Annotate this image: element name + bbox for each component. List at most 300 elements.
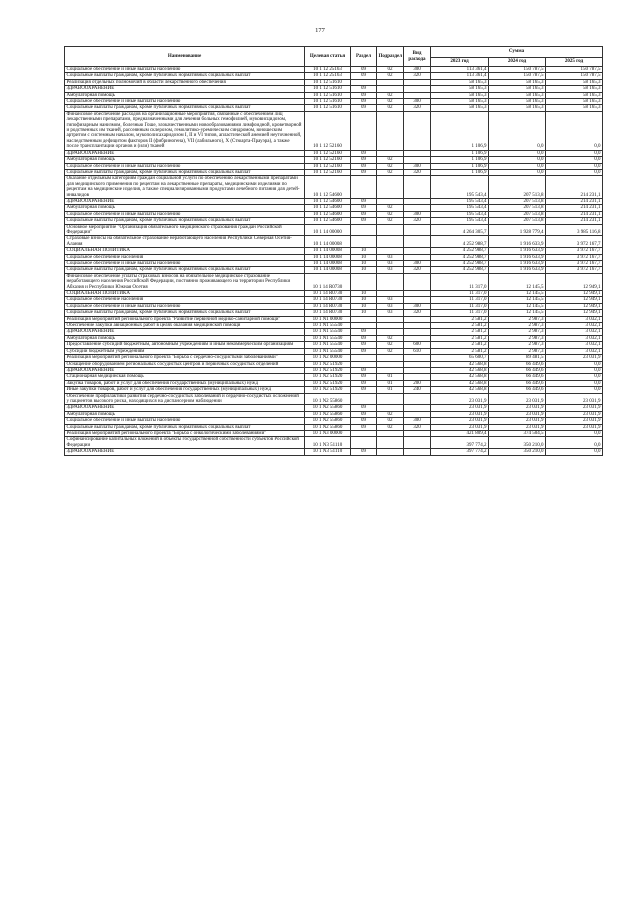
row-expense-type: 600: [404, 342, 431, 348]
row-expense-type: 300: [404, 303, 431, 309]
row-expense-type: 320: [404, 73, 431, 79]
row-value-2024: 207 513,8: [489, 218, 546, 224]
row-value-2025: 214 231,1: [546, 218, 603, 224]
row-value-2024: 23 031,9: [489, 418, 546, 424]
row-value-2024: 150 787,5: [489, 73, 546, 79]
row-section: 09: [351, 86, 377, 92]
row-article: 10 1 N2 55860: [305, 405, 351, 411]
row-expense-type: 320: [404, 218, 431, 224]
row-name: ЗДРАВООХРАНЕНИЕ: [65, 367, 305, 373]
row-value-2023: 4 252 988,7: [431, 261, 489, 267]
row-article: 10 1 N1 00000: [305, 316, 351, 322]
table-row: [65, 176, 603, 199]
row-article: 10 1 14 R0730: [305, 303, 351, 309]
table-body: [65, 67, 603, 456]
row-value-2025: 3 032,1: [546, 316, 603, 322]
row-name: Социальное обеспечение населения: [65, 254, 305, 260]
row-value-2023: 4 252 988,7: [431, 248, 489, 254]
row-value-2024: 12 145,5: [489, 303, 546, 309]
row-value-2024: 58 165,3: [489, 99, 546, 105]
row-expense-type: [404, 224, 431, 236]
row-value-2024: 0,0: [489, 163, 546, 169]
row-name: ЗДРАВООХРАНЕНИЕ: [65, 405, 305, 411]
row-article: 10 1 14 00008: [305, 254, 351, 260]
row-name: СОЦИАЛЬНАЯ ПОЛИТИКА: [65, 248, 305, 254]
row-value-2024: 89 481,5: [489, 355, 546, 361]
row-article: 10 1 N2 55860: [305, 393, 351, 405]
row-value-2023: 4 252 988,7: [431, 267, 489, 273]
row-article: 10 1 12 51610: [305, 105, 351, 111]
row-value-2023: 23 031,9: [431, 411, 489, 417]
row-name: Обеспечение закупки авиационных работ в целях оказания медицинской помощи: [65, 323, 305, 329]
row-value-2023: 195 543,4: [431, 218, 489, 224]
table-header: [65, 47, 603, 67]
row-section: 10: [351, 248, 377, 254]
row-section: 09: [351, 105, 377, 111]
row-value-2025: 0,0: [546, 150, 603, 156]
row-subsection: 02: [377, 92, 404, 98]
row-subsection: 02: [377, 73, 404, 79]
row-section: 09: [351, 449, 377, 455]
row-value-2025: 58 165,3: [546, 105, 603, 111]
header-sum: Сумма: [431, 47, 603, 58]
row-expense-type: [404, 449, 431, 455]
row-subsection: 02: [377, 205, 404, 211]
row-name: Социальные выплаты гражданам, кроме публичных нормативных социальных выплат: [65, 424, 305, 430]
row-value-2023: 2 581,2: [431, 335, 489, 341]
row-name: Финансовое обеспечение уплаты страховых взносов на обязательное медицинское страхование неработающего населения Российской Федерации, постоянно проживающего на территории Республики Абхазия и Республики Южная Осетия: [65, 273, 305, 290]
header-year-2023: 2023 год: [431, 58, 489, 67]
row-article: 10 1 12 25163: [305, 67, 351, 73]
table-row: [65, 437, 603, 449]
page-number: 177: [315, 27, 325, 34]
row-section: 09: [351, 67, 377, 73]
row-section: 10: [351, 254, 377, 260]
row-section: 09: [351, 73, 377, 79]
row-value-2025: 12 949,1: [546, 291, 603, 297]
row-name: ЗДРАВООХРАНЕНИЕ: [65, 449, 305, 455]
row-expense-type: 320: [404, 169, 431, 175]
row-section: 09: [351, 99, 377, 105]
row-subsection: [377, 449, 404, 455]
row-subsection: [377, 273, 404, 290]
row-subsection: 02: [377, 163, 404, 169]
row-value-2023: 195 543,4: [431, 211, 489, 217]
row-article: 10 1 12 54600: [305, 218, 351, 224]
row-value-2023: 11 317,0: [431, 297, 489, 303]
row-value-2025: 23 031,9: [546, 424, 603, 430]
row-subsection: 02: [377, 418, 404, 424]
row-name: Софинансирование капитальных вложений в объекты государственной собственности субъектов Российской Федерации: [65, 437, 305, 449]
row-expense-type: 240: [404, 387, 431, 393]
row-value-2023: 58 165,3: [431, 86, 489, 92]
budget-table: [64, 46, 603, 456]
row-name: Социальное обеспечение и иные выплаты населению: [65, 163, 305, 169]
row-value-2023: 4 252 988,7: [431, 254, 489, 260]
row-subsection: 02: [377, 218, 404, 224]
row-name: Оказание отдельным категориям граждан социальной услуги по обеспечению лекарственными препаратами для медицинского применения по рецептам на лекарственные препараты, медицинскими изделиями по рецептам на медицинские изделия, а также специализированными продуктами лечебного питания для детей-инвалидов: [65, 176, 305, 199]
row-value-2024: 23 031,9: [489, 393, 546, 405]
row-name: Реализация мероприятий регионального проекта "Развитие первичной медико-санитарной помощи": [65, 316, 305, 322]
row-name: Амбулаторная помощь: [65, 335, 305, 341]
row-subsection: [377, 224, 404, 236]
row-subsection: 03: [377, 297, 404, 303]
row-value-2025: 0,0: [546, 380, 603, 386]
row-value-2025: 58 165,3: [546, 79, 603, 85]
row-value-2024: 374 504,5: [489, 430, 546, 436]
row-subsection: [377, 236, 404, 248]
row-name: ЗДРАВООХРАНЕНИЕ: [65, 150, 305, 156]
row-value-2025: 3 032,1: [546, 342, 603, 348]
row-article: 10 1 N2 00000: [305, 355, 351, 361]
row-value-2025: 3 972 167,7: [546, 261, 603, 267]
row-value-2025: 150 787,5: [546, 73, 603, 79]
row-value-2025: 23 031,9: [546, 405, 603, 411]
row-value-2024: 1 916 633,9: [489, 261, 546, 267]
row-value-2025: 0,0: [546, 374, 603, 380]
row-subsection: [377, 176, 404, 199]
header-subsection: Подраздел: [377, 47, 404, 67]
row-article: 10 1 N2 55860: [305, 424, 351, 430]
row-name: Социальные выплаты гражданам, кроме публичных нормативных социальных выплат: [65, 218, 305, 224]
row-article: 10 1 14 00008: [305, 261, 351, 267]
row-value-2023: 397 774,2: [431, 437, 489, 449]
row-article: 10 1 N2 51920: [305, 380, 351, 386]
row-value-2025: 3 972 167,7: [546, 236, 603, 248]
table-row: [65, 236, 603, 248]
row-section: 09: [351, 342, 377, 348]
row-name: Финансовое обеспечение расходов на организационные мероприятия, связанные с обеспечением лиц лекарственными препаратами, предназначенными для лечения больных гемофилией, муковисцидозом, гипофизарным нанизмом, болезнью Гоше, злокачественными новообразованиями лимфоидной, кроветворной и родственных им тканей, рассеянным склерозом, гемолитико-уремическим синдромом, юношеским артритом с системным началом, мукополисахаридозом I, II и VI типов, апластической анемией неуточненной, наследственным дефицитом факторов II (фибриногена), VII (лабильного), X (Стюарта-Прауэра), а также после трансплантации органов и (или) тканей: [65, 111, 305, 150]
row-article: 10 1 12 52160: [305, 157, 351, 163]
row-value-2024: 12 145,5: [489, 297, 546, 303]
row-value-2025: 23 031,9: [546, 411, 603, 417]
row-section: [351, 176, 377, 199]
row-value-2024: 66 449,6: [489, 361, 546, 367]
row-value-2024: 207 513,8: [489, 176, 546, 199]
row-value-2024: 207 513,8: [489, 211, 546, 217]
row-value-2024: 1 916 633,9: [489, 248, 546, 254]
row-name: Предоставление субсидий бюджетным, автономным учреждениям и иным некоммерческим организациям: [65, 342, 305, 348]
row-value-2025: 0,0: [546, 157, 603, 163]
row-expense-type: 320: [404, 267, 431, 273]
row-article: 10 1 12 52160: [305, 169, 351, 175]
row-value-2023: 1 106,9: [431, 150, 489, 156]
row-article: 10 1 14 R0730: [305, 297, 351, 303]
header-year-2025: 2025 год: [546, 58, 603, 67]
row-section: 10: [351, 310, 377, 316]
row-article: 10 1 12 51610: [305, 79, 351, 85]
row-expense-type: 320: [404, 105, 431, 111]
row-section: 09: [351, 424, 377, 430]
row-article: 10 1 12 25163: [305, 73, 351, 79]
row-section: 10: [351, 297, 377, 303]
row-value-2025: 214 231,1: [546, 198, 603, 204]
row-value-2024: 66 449,6: [489, 387, 546, 393]
row-subsection: 02: [377, 335, 404, 341]
row-name: Социальное обеспечение и иные выплаты населению: [65, 211, 305, 217]
row-subsection: [377, 111, 404, 150]
row-name: Социальное обеспечение и иные выплаты населению: [65, 261, 305, 267]
row-name: Социальные выплаты гражданам, кроме публичных нормативных социальных выплат: [65, 267, 305, 273]
row-value-2024: 350 210,0: [489, 449, 546, 455]
row-name: ЗДРАВООХРАНЕНИЕ: [65, 86, 305, 92]
row-subsection: 02: [377, 348, 404, 354]
row-value-2024: 58 165,3: [489, 79, 546, 85]
row-value-2024: 2 987,3: [489, 342, 546, 348]
row-value-2024: 58 165,3: [489, 86, 546, 92]
row-section: 10: [351, 291, 377, 297]
row-value-2025: 0,0: [546, 437, 603, 449]
row-section: 09: [351, 169, 377, 175]
row-article: 10 1 12 52160: [305, 163, 351, 169]
row-name: Социальное обеспечение и иные выплаты населению: [65, 67, 305, 73]
row-article: 10 1 N2 55860: [305, 411, 351, 417]
row-article: 10 1 12 54600: [305, 176, 351, 199]
row-value-2025: 0,0: [546, 111, 603, 150]
row-name: Амбулаторная помощь: [65, 157, 305, 163]
row-article: 10 1 14 00008: [305, 236, 351, 248]
row-article: 10 1 12 54600: [305, 205, 351, 211]
row-value-2023: 2 581,2: [431, 316, 489, 322]
row-value-2025: 0,0: [546, 169, 603, 175]
row-section: 09: [351, 150, 377, 156]
row-section: 09: [351, 218, 377, 224]
row-value-2024: 12 145,5: [489, 273, 546, 290]
row-value-2024: 12 145,5: [489, 291, 546, 297]
row-value-2023: 23 031,9: [431, 418, 489, 424]
row-value-2024: 207 513,8: [489, 205, 546, 211]
row-article: 10 1 N1 55540: [305, 335, 351, 341]
row-subsection: [377, 437, 404, 449]
row-article: 10 1 N1 55540: [305, 329, 351, 335]
row-name: ЗДРАВООХРАНЕНИЕ: [65, 198, 305, 204]
row-name: Социальное обеспечение и иные выплаты населению: [65, 418, 305, 424]
row-section: 09: [351, 348, 377, 354]
row-section: 10: [351, 303, 377, 309]
header-name: Наименование: [65, 47, 305, 67]
table-row: [65, 393, 603, 405]
row-value-2025: 58 165,3: [546, 99, 603, 105]
row-name: Основное мероприятие "Организация обязательного медицинского страхования граждан Российской Федерации": [65, 224, 305, 236]
table-row: [65, 267, 603, 273]
row-name: Амбулаторная помощь: [65, 411, 305, 417]
row-expense-type: [404, 236, 431, 248]
row-name: Закупка товаров, работ и услуг для обеспечения государственных (муниципальных) нужд: [65, 380, 305, 386]
row-value-2023: 11 317,0: [431, 291, 489, 297]
header-expense-type: Вид расхода: [404, 47, 431, 67]
row-value-2023: 113 361,4: [431, 67, 489, 73]
row-value-2023: 4 264 305,7: [431, 224, 489, 236]
table-row: [65, 224, 603, 236]
table-row: [65, 261, 603, 267]
row-subsection: 03: [377, 261, 404, 267]
row-name: Реализация отдельных полномочий в области лекарственного обеспечения: [65, 79, 305, 85]
row-value-2023: 42 568,8: [431, 380, 489, 386]
row-value-2023: 23 031,9: [431, 424, 489, 430]
row-article: 10 1 N2 51920: [305, 361, 351, 367]
row-value-2025: 3 032,1: [546, 329, 603, 335]
row-expense-type: [404, 273, 431, 290]
row-subsection: 02: [377, 67, 404, 73]
row-expense-type: [404, 111, 431, 150]
row-expense-type: 300: [404, 261, 431, 267]
row-value-2023: 4 252 988,7: [431, 236, 489, 248]
row-value-2024: 23 031,9: [489, 424, 546, 430]
row-value-2024: 1 916 633,9: [489, 236, 546, 248]
row-value-2024: 1 928 779,4: [489, 224, 546, 236]
row-value-2025: 214 231,1: [546, 176, 603, 199]
row-article: 10 1 14 R0730: [305, 273, 351, 290]
row-value-2023: 113 361,4: [431, 73, 489, 79]
row-section: 09: [351, 329, 377, 335]
row-value-2024: 23 031,9: [489, 411, 546, 417]
row-value-2025: 3 032,1: [546, 323, 603, 329]
row-article: 10 1 14 R0730: [305, 310, 351, 316]
row-section: [351, 236, 377, 248]
row-value-2023: 58 165,3: [431, 99, 489, 105]
row-article: 10 1 12 54600: [305, 211, 351, 217]
row-value-2025: 12 949,1: [546, 297, 603, 303]
row-expense-type: 320: [404, 310, 431, 316]
row-subsection: 02: [377, 424, 404, 430]
row-section: 09: [351, 380, 377, 386]
row-article: 10 1 12 51610: [305, 99, 351, 105]
row-article: 10 1 N2 51920: [305, 367, 351, 373]
row-value-2023: 58 165,3: [431, 92, 489, 98]
row-article: 10 1 N1 55540: [305, 323, 351, 329]
row-name: Социальные выплаты гражданам, кроме публичных нормативных социальных выплат: [65, 105, 305, 111]
row-section: 09: [351, 335, 377, 341]
row-value-2024: 58 165,3: [489, 92, 546, 98]
row-value-2023: 195 543,4: [431, 198, 489, 204]
row-value-2024: 350 210,0: [489, 437, 546, 449]
row-value-2023: 58 165,3: [431, 105, 489, 111]
row-article: 10 1 14 00008: [305, 248, 351, 254]
row-value-2025: 0,0: [546, 449, 603, 455]
row-section: 09: [351, 418, 377, 424]
row-value-2023: 2 581,2: [431, 329, 489, 335]
row-subsection: 02: [377, 157, 404, 163]
row-value-2023: 195 543,4: [431, 176, 489, 199]
row-section: [351, 393, 377, 405]
row-expense-type: 300: [404, 67, 431, 73]
row-value-2024: 150 787,5: [489, 67, 546, 73]
row-value-2024: 2 987,3: [489, 329, 546, 335]
row-value-2025: 3 032,1: [546, 348, 603, 354]
row-subsection: 03: [377, 267, 404, 273]
row-section: [351, 437, 377, 449]
row-section: 09: [351, 411, 377, 417]
row-name: Иные закупки товаров, работ и услуг для обеспечения государственных (муниципальных) нужд: [65, 387, 305, 393]
row-value-2024: 2 987,3: [489, 348, 546, 354]
row-section: 09: [351, 211, 377, 217]
row-value-2025: 23 031,9: [546, 355, 603, 361]
row-value-2023: 23 031,9: [431, 405, 489, 411]
row-section: 09: [351, 387, 377, 393]
row-value-2023: 1 106,9: [431, 111, 489, 150]
row-name: Стационарная медицинская помощь: [65, 374, 305, 380]
row-article: 10 1 N1 55540: [305, 348, 351, 354]
row-value-2023: 397 774,2: [431, 449, 489, 455]
row-subsection: 01: [377, 387, 404, 393]
row-section: 09: [351, 367, 377, 373]
row-value-2023: 11 317,0: [431, 273, 489, 290]
row-value-2024: 0,0: [489, 169, 546, 175]
row-name: Страховые взносы на обязательное страхование неработающего населения Республики Северная Осетия-Алания: [65, 236, 305, 248]
row-expense-type: 200: [404, 380, 431, 386]
row-value-2024: 0,0: [489, 150, 546, 156]
row-name: Амбулаторная помощь: [65, 92, 305, 98]
row-subsection: 03: [377, 254, 404, 260]
row-subsection: 01: [377, 374, 404, 380]
row-value-2025: 12 949,1: [546, 273, 603, 290]
row-value-2025: 150 787,5: [546, 67, 603, 73]
row-expense-type: 300: [404, 211, 431, 217]
row-name: Социальные выплаты гражданам, кроме публичных нормативных социальных выплат: [65, 310, 305, 316]
row-name: Социальное обеспечение и иные выплаты населению: [65, 99, 305, 105]
row-section: 10: [351, 261, 377, 267]
table-row: [65, 111, 603, 150]
row-value-2024: 12 145,5: [489, 310, 546, 316]
row-article: 10 1 N2 55860: [305, 418, 351, 424]
row-value-2025: 23 031,9: [546, 418, 603, 424]
row-name: Реализация мероприятий регионального проекта "Борьба с онкологическими заболеваниями": [65, 430, 305, 436]
row-expense-type: [404, 437, 431, 449]
row-name: Оснащение оборудованием региональных сосудистых центров и первичных сосудистых отделений: [65, 361, 305, 367]
row-value-2023: 58 165,3: [431, 79, 489, 85]
row-value-2023: 195 543,4: [431, 205, 489, 211]
row-value-2025: 12 949,1: [546, 303, 603, 309]
row-article: 10 1 12 51610: [305, 86, 351, 92]
row-value-2025: 3 972 167,7: [546, 254, 603, 260]
row-name: Реализация мероприятий регионального проекта "Борьба с сердечно-сосудистыми заболеваниями": [65, 355, 305, 361]
row-value-2025: 58 165,3: [546, 86, 603, 92]
row-expense-type: 300: [404, 99, 431, 105]
row-name: Обеспечение профилактики развития сердечно-сосудистых заболеваний и сердечно-сосудистых осложнений у пациентов высокого риска, находящихся на диспансерном наблюдении: [65, 393, 305, 405]
row-value-2023: 1 106,9: [431, 157, 489, 163]
row-name: Социальные выплаты гражданам, кроме публичных нормативных социальных выплат: [65, 73, 305, 79]
row-article: 10 1 12 52160: [305, 111, 351, 150]
row-name: ЗДРАВООХРАНЕНИЕ: [65, 329, 305, 335]
row-value-2025: 0,0: [546, 367, 603, 373]
row-value-2023: 2 581,2: [431, 323, 489, 329]
row-article: 10 1 14 00008: [305, 267, 351, 273]
row-expense-type: [404, 393, 431, 405]
row-subsection: 03: [377, 303, 404, 309]
row-value-2023: 65 600,7: [431, 355, 489, 361]
row-value-2025: 3 972 167,7: [546, 248, 603, 254]
row-value-2023: 42 568,8: [431, 387, 489, 393]
row-value-2024: 0,0: [489, 111, 546, 150]
row-name: Амбулаторная помощь: [65, 205, 305, 211]
row-value-2024: 2 987,3: [489, 323, 546, 329]
row-value-2025: 3 985 116,8: [546, 224, 603, 236]
row-subsection: 02: [377, 342, 404, 348]
row-article: 10 1 12 51610: [305, 92, 351, 98]
table-row: [65, 449, 603, 455]
row-section: 09: [351, 163, 377, 169]
row-name: СОЦИАЛЬНАЯ ПОЛИТИКА: [65, 291, 305, 297]
row-value-2023: 11 317,0: [431, 303, 489, 309]
row-value-2025: 0,0: [546, 430, 603, 436]
row-name: Социальное обеспечение населения: [65, 297, 305, 303]
row-article: 10 1 14 00000: [305, 224, 351, 236]
row-expense-type: 320: [404, 424, 431, 430]
row-article: 10 1 N1 55540: [305, 342, 351, 348]
row-value-2025: 214 231,1: [546, 211, 603, 217]
row-value-2024: 2 987,3: [489, 316, 546, 322]
row-expense-type: 300: [404, 418, 431, 424]
